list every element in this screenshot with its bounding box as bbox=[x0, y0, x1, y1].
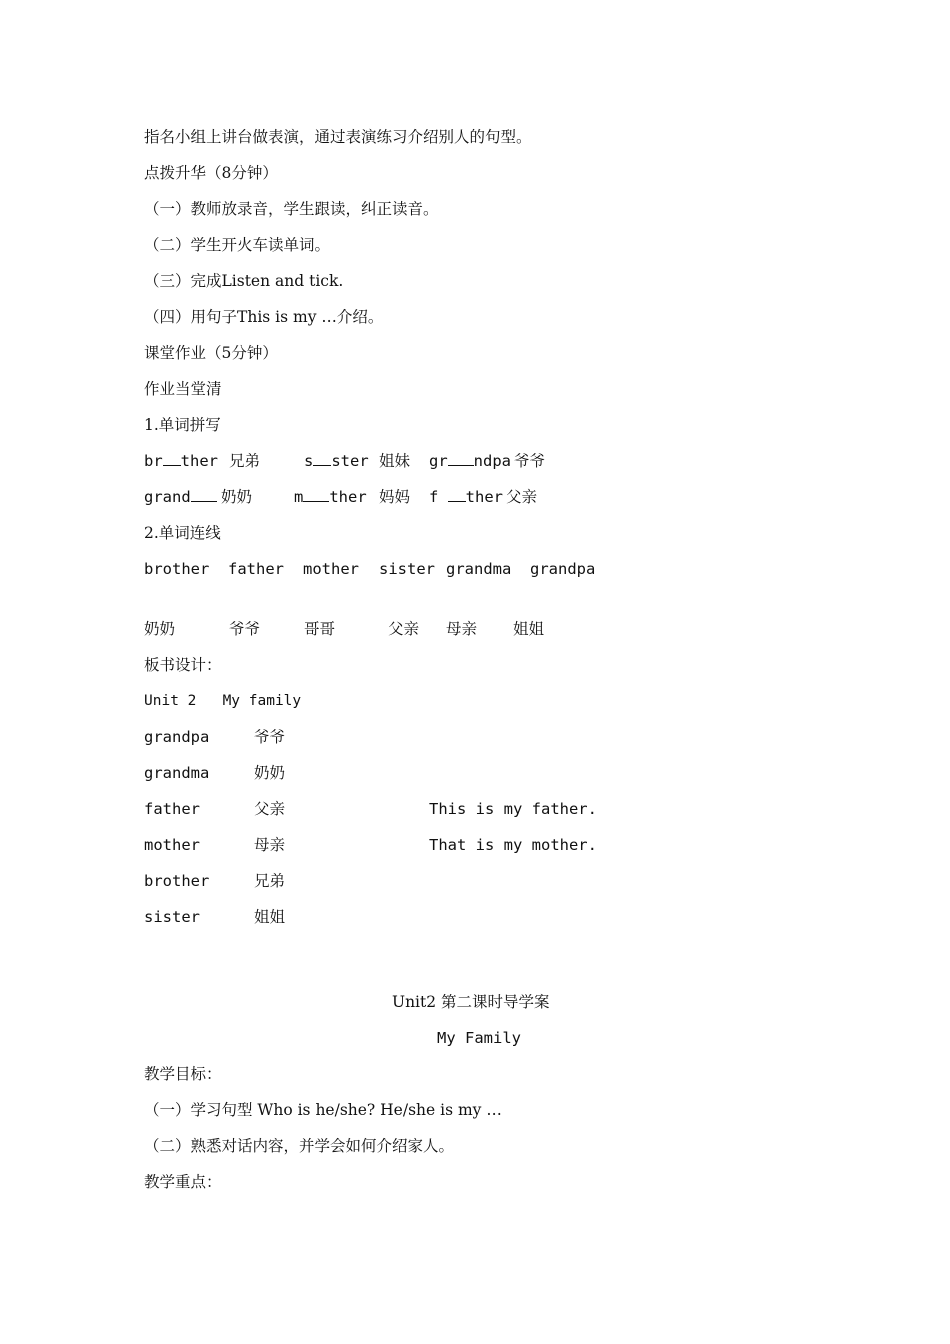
board-word: mother bbox=[144, 836, 200, 854]
board-title: Unit 2 My family bbox=[144, 693, 302, 709]
exercise-matching-heading: 2.单词连线 bbox=[144, 524, 221, 542]
board-word: father bbox=[144, 800, 200, 818]
board-meaning: 姐姐 bbox=[254, 908, 286, 926]
spelling-meaning: 姐妹 bbox=[379, 452, 411, 470]
matching-word: brother bbox=[144, 560, 210, 578]
fill-blank bbox=[191, 487, 217, 502]
step-three: （三）完成Listen and tick. bbox=[144, 272, 344, 290]
word-prefix: m bbox=[294, 488, 304, 506]
word-suffix: ther bbox=[465, 488, 503, 506]
lesson-heading: Unit2 第二课时导学案 bbox=[392, 993, 550, 1011]
word-suffix: ster bbox=[331, 452, 369, 470]
step-two: （二）学生开火车读单词。 bbox=[144, 236, 331, 254]
step-one: （一）教师放录音，学生跟读，纠正读音。 bbox=[144, 200, 439, 218]
matching-meaning: 哥哥 bbox=[304, 620, 336, 638]
paragraph-performance: 指名小组上讲台做表演，通过表演练习介绍别人的句型。 bbox=[144, 128, 532, 146]
section-heading-consolidation: 点拨升华（8分钟） bbox=[144, 164, 278, 182]
spelling-item bbox=[304, 451, 369, 471]
spelling-meaning: 父亲 bbox=[506, 488, 538, 506]
homework-note: 作业当堂清 bbox=[144, 380, 222, 398]
matching-word: grandma bbox=[446, 560, 512, 578]
board-word: grandma bbox=[144, 764, 210, 782]
objective-one: （一）学习句型 Who is he/she? He/she is my … bbox=[144, 1101, 502, 1119]
board-meaning: 爷爷 bbox=[254, 728, 286, 746]
fill-blank bbox=[448, 487, 466, 502]
word-prefix: grand bbox=[144, 488, 191, 506]
spelling-item bbox=[429, 451, 511, 471]
spelling-item bbox=[429, 487, 503, 507]
matching-word: grandpa bbox=[530, 560, 596, 578]
board-meaning: 母亲 bbox=[254, 836, 286, 854]
spelling-meaning: 奶奶 bbox=[221, 488, 253, 506]
board-word: brother bbox=[144, 872, 210, 890]
word-prefix: f bbox=[429, 488, 448, 506]
fill-blank bbox=[303, 487, 329, 502]
board-sentence: This is my father. bbox=[429, 800, 597, 818]
word-prefix: s bbox=[304, 452, 314, 470]
spelling-item bbox=[144, 451, 218, 471]
spelling-item bbox=[294, 487, 367, 507]
board-design-heading: 板书设计： bbox=[144, 656, 222, 674]
fill-blank bbox=[448, 451, 474, 466]
objective-two: （二）熟悉对话内容，并学会如何介绍家人。 bbox=[144, 1137, 455, 1155]
matching-word: father bbox=[228, 560, 284, 578]
matching-meaning: 父亲 bbox=[388, 620, 420, 638]
word-suffix: ndpa bbox=[473, 452, 511, 470]
matching-meaning: 奶奶 bbox=[144, 620, 176, 638]
objectives-label: 教学目标： bbox=[144, 1065, 222, 1083]
board-meaning: 兄弟 bbox=[254, 872, 286, 890]
exercise-spelling-heading: 1.单词拼写 bbox=[144, 416, 221, 434]
matching-meaning: 姐姐 bbox=[513, 620, 545, 638]
matching-meaning: 母亲 bbox=[446, 620, 478, 638]
board-meaning: 奶奶 bbox=[254, 764, 286, 782]
board-word: grandpa bbox=[144, 728, 210, 746]
fill-blank bbox=[313, 451, 331, 466]
matching-word: sister bbox=[379, 560, 435, 578]
word-suffix: ther bbox=[329, 488, 367, 506]
spelling-item bbox=[144, 487, 217, 507]
matching-word: mother bbox=[303, 560, 359, 578]
word-suffix: ther bbox=[180, 452, 218, 470]
board-meaning: 父亲 bbox=[254, 800, 286, 818]
spelling-meaning: 兄弟 bbox=[229, 452, 261, 470]
keypoints-label: 教学重点： bbox=[144, 1173, 222, 1191]
lesson-subheading: My Family bbox=[437, 1029, 521, 1047]
matching-meaning: 爷爷 bbox=[229, 620, 261, 638]
board-sentence: That is my mother. bbox=[429, 836, 597, 854]
spelling-meaning: 爷爷 bbox=[514, 452, 546, 470]
word-prefix: br bbox=[144, 452, 163, 470]
section-heading-homework: 课堂作业（5分钟） bbox=[144, 344, 278, 362]
spelling-meaning: 妈妈 bbox=[379, 488, 411, 506]
word-prefix: gr bbox=[429, 452, 448, 470]
step-four: （四）用句子This is my …介绍。 bbox=[144, 308, 384, 326]
fill-blank bbox=[163, 451, 181, 466]
board-word: sister bbox=[144, 908, 200, 926]
